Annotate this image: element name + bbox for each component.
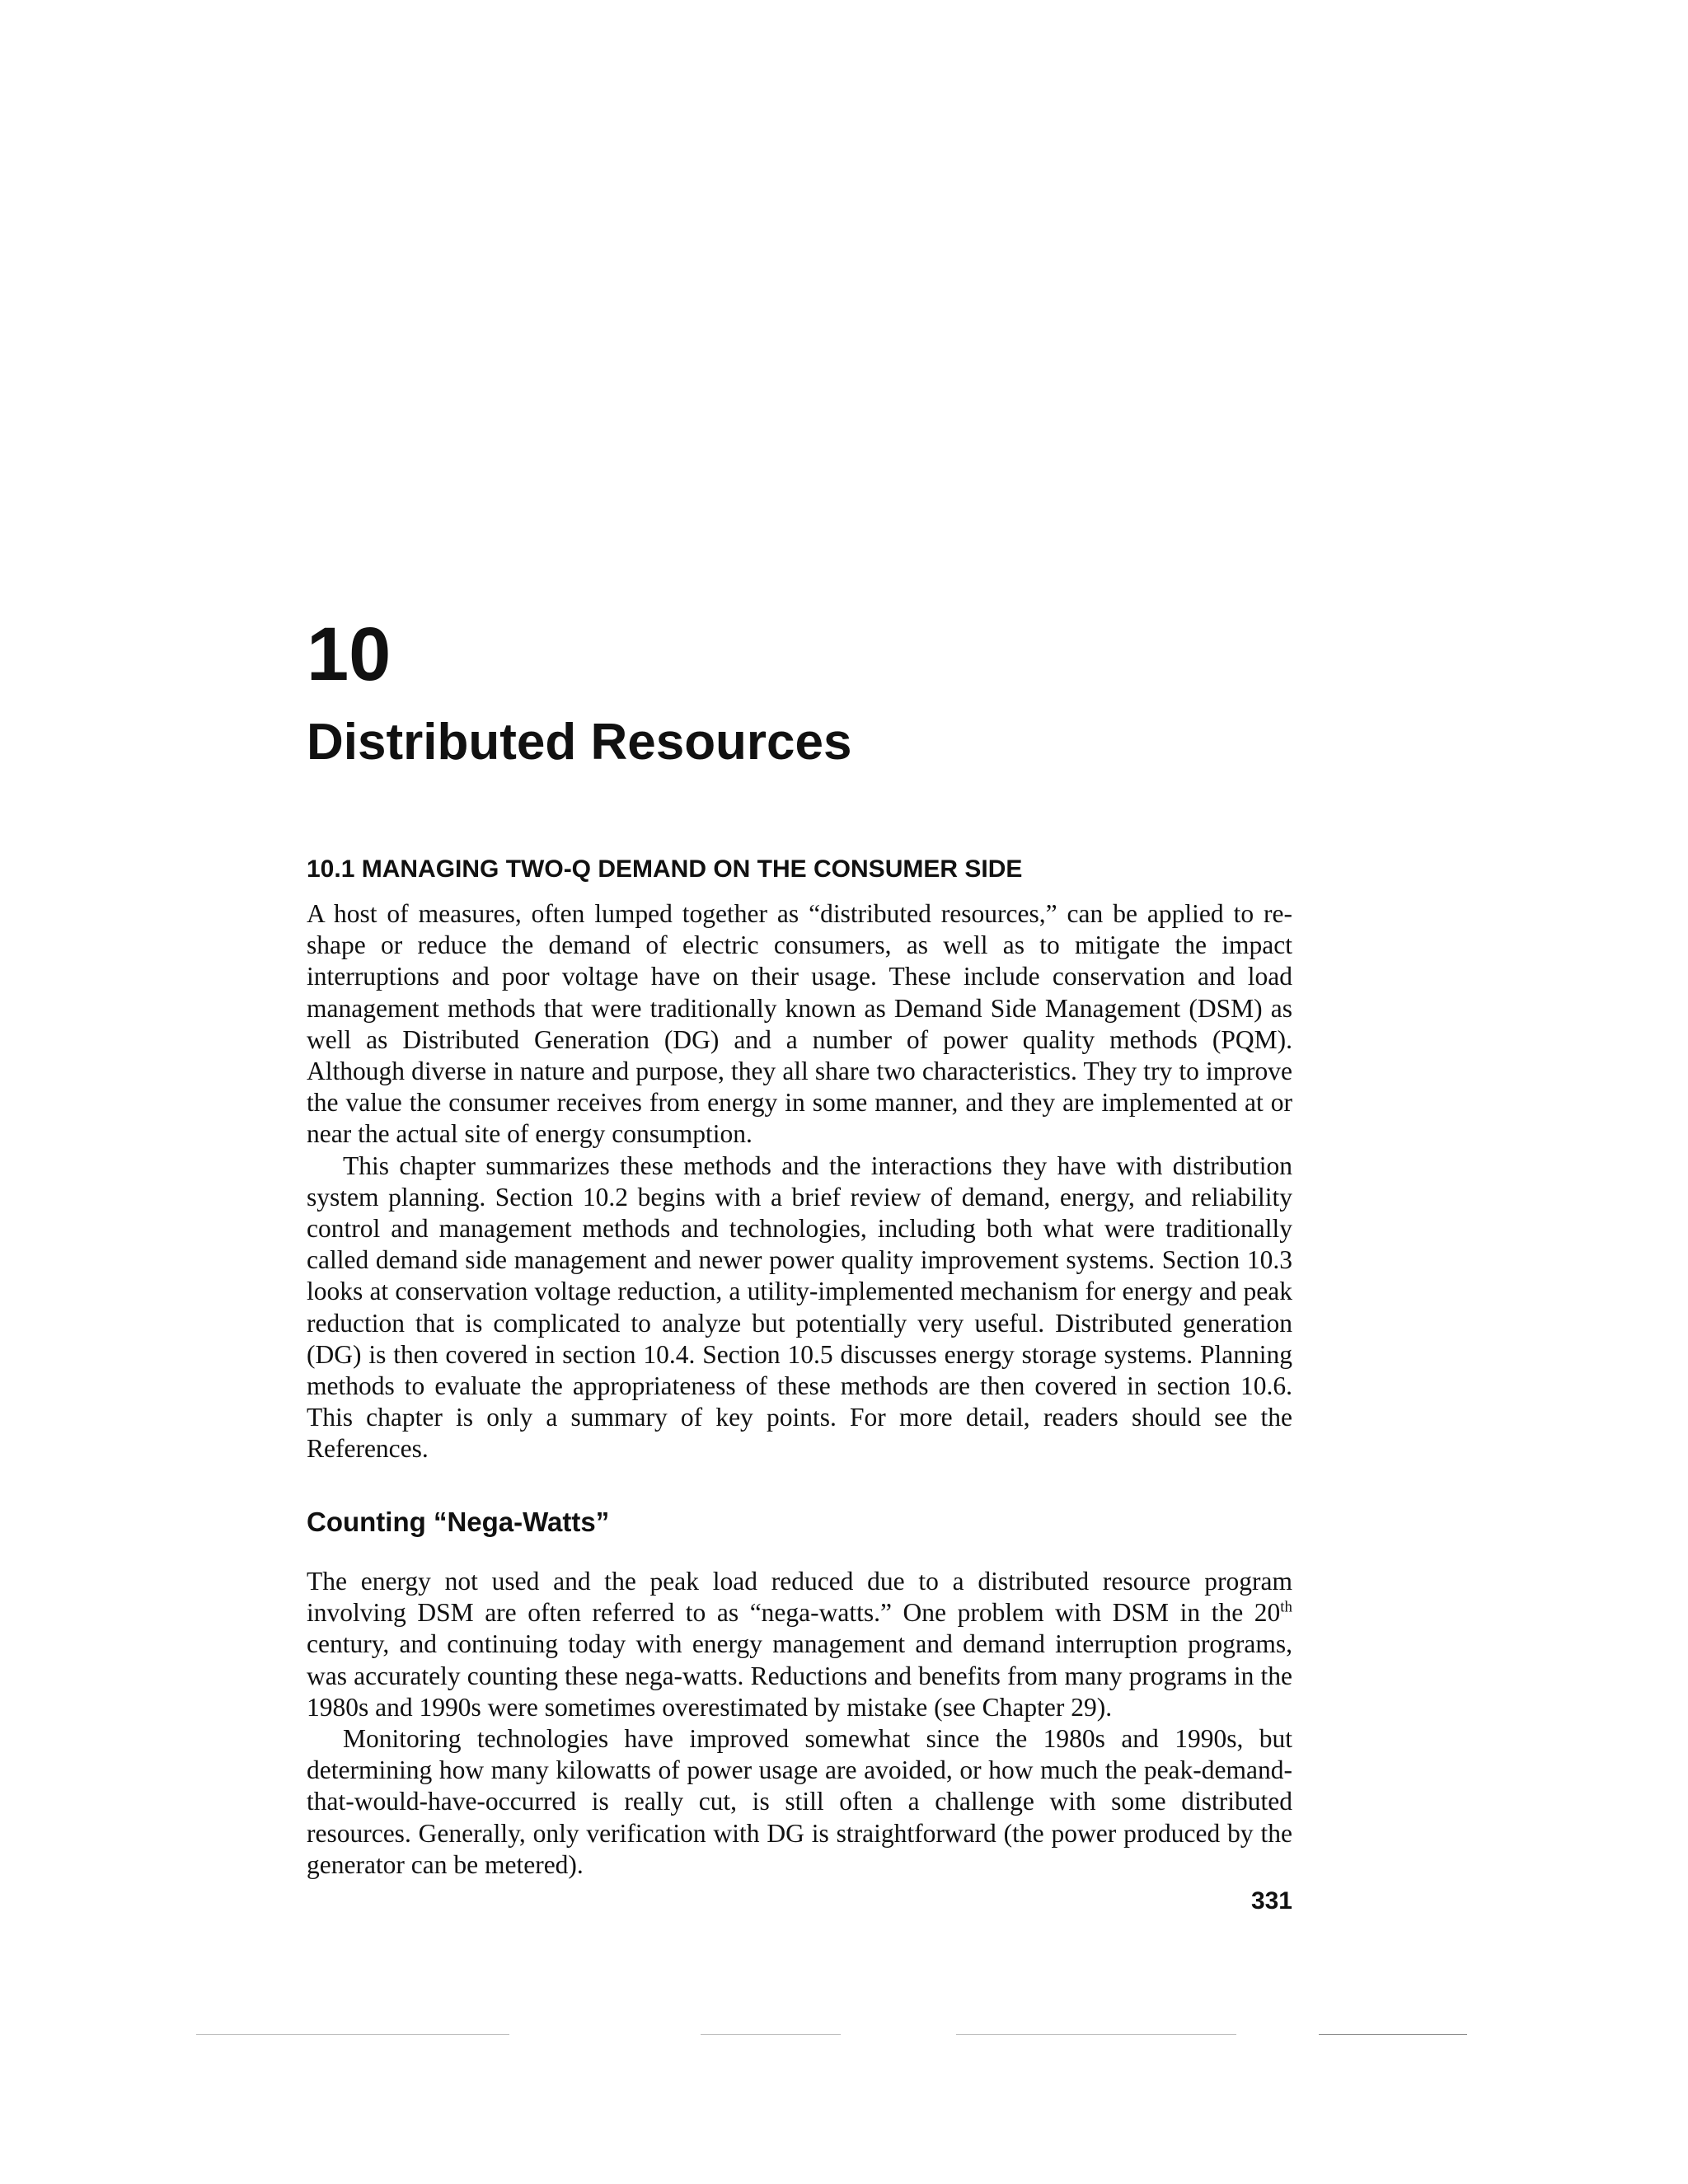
body-paragraph: This chapter summarizes these methods and the interactions they have with distribution system planning. Section 10.2 begins with a brief review of demand, energy, and reliability control and management methods and technologies, including both what were traditionally called demand side management and newer power quality improvement systems. Section 10.3 looks at conservation voltage reduction, a utility-implemented mechanism for energy and peak reduction that is complicated to analyze but potentially very useful. Distributed generation (DG) is then covered in section 10.4. Section 10.5 discusses energy storage systems. Planning methods to evaluate the appropriateness of these methods are then covered in section 10.6. This chapter is only a summary of key points. For more detail, readers should see the References. (307, 1151, 1292, 1464)
paragraph-text: The energy not used and the peak load reduced due to a distributed resource program involving DSM are often referred to as “nega-watts.” One problem with DSM in the 20 (307, 1567, 1292, 1628)
subsection-body (307, 1566, 1292, 1881)
scan-artifact-line (956, 2034, 1236, 2035)
body-paragraph (307, 1566, 1292, 1723)
chapter-number: 10 (307, 612, 392, 696)
chapter-title: Distributed Resources (307, 714, 852, 771)
scan-artifact-line (1319, 2034, 1467, 2035)
body-paragraph: A host of measures, often lumped together as “distributed resources,” can be applied to re-shape or reduce the demand of electric consumers, as well as to mitigate the impact interruptions and poor voltage have on their usage. These include conservation and load management methods that were traditionally known as Demand Side Management (DSM) as well as Distributed Generation (DG) and a number of power quality methods (PQM). Although diverse in nature and purpose, they all share two characteristics. They try to improve the value the consumer receives from energy in some manner, and they are implemented at or near the actual site of energy consumption. (307, 899, 1292, 1149)
section-heading: 10.1 MANAGING TWO-Q DEMAND ON THE CONSUMER SIDE (307, 855, 1023, 883)
body-paragraph: Monitoring technologies have improved somewhat since the 1980s and 1990s, but determining how many kilowatts of power usage are avoided, or how much the peak-demand-that-would-have-occurred is really cut, is still often a challenge with some distributed resources. Generally, only verification with DG is straightforward (the power produced by the generator can be metered). (307, 1724, 1292, 1879)
scan-artifact-line (196, 2034, 509, 2035)
page-number: 331 (1250, 1887, 1292, 1915)
section-body (307, 898, 1292, 1465)
subsection-heading: Counting “Nega-Watts” (307, 1507, 610, 1537)
ordinal-superscript: th (1280, 1598, 1292, 1616)
paragraph-text: century, and continuing today with energy management and demand interruption programs, was accurately counting these nega-watts. Reductions and benefits from many programs in the 1980s and 1990s were sometimes overestimated by mistake (see Chapter 29). (307, 1629, 1292, 1722)
scan-artifact-line (701, 2034, 841, 2035)
